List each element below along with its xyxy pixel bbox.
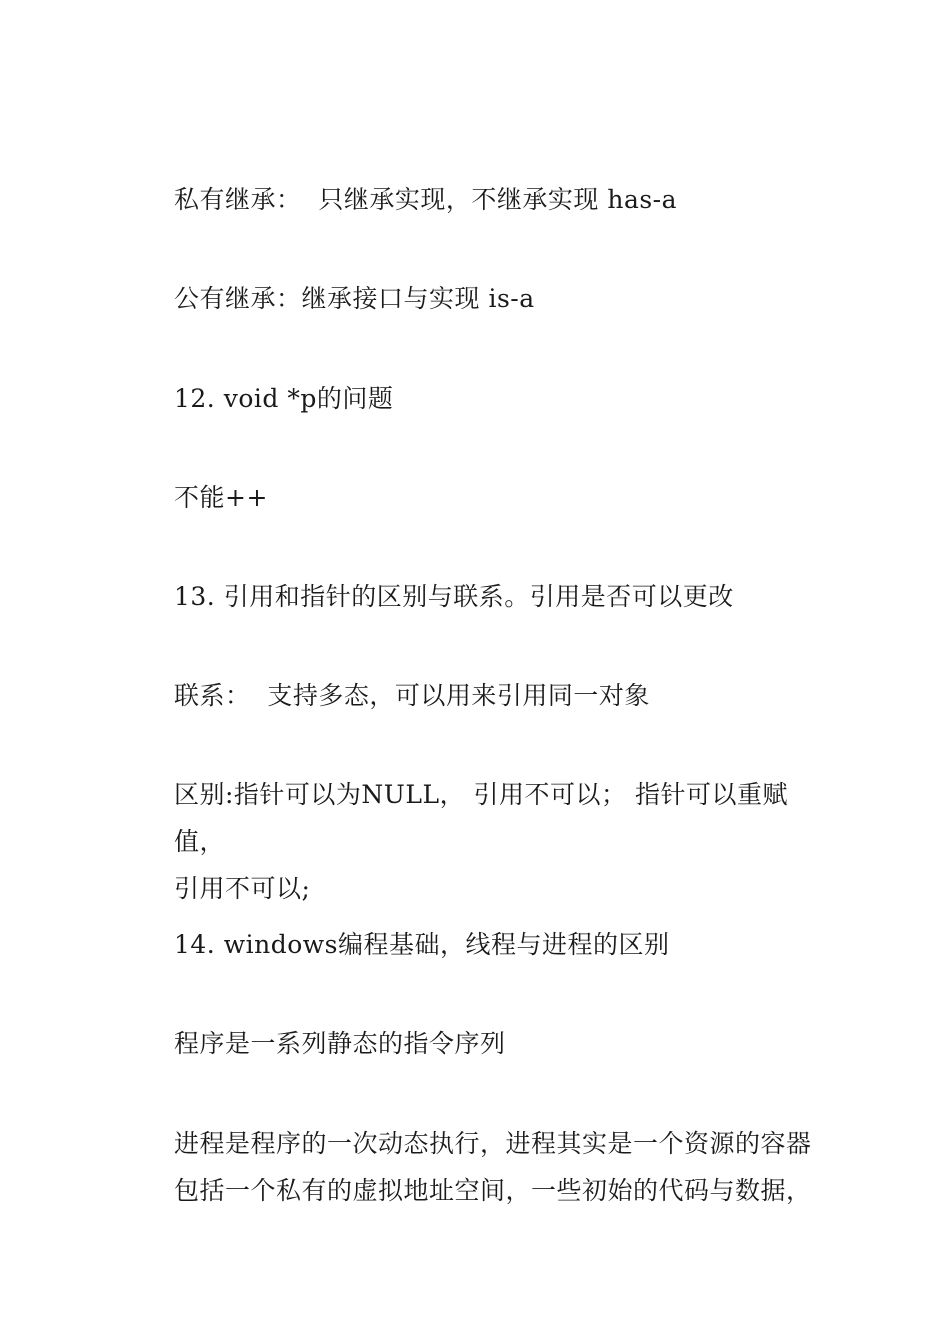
heading-question-14: 14. windows编程基础，线程与进程的区别 <box>174 930 670 959</box>
heading-question-12: 12. void *p的问题 <box>174 384 394 413</box>
paragraph-program-definition: 程序是一系列静态的指令序列 <box>174 1029 506 1058</box>
paragraph-process-definition: 进程是程序的一次动态执行，进程其实是一个资源的容器 包括一个私有的虚拟地址空间，一些初始的代码与数据， <box>174 1129 812 1205</box>
paragraph-answer-12: 不能++ <box>174 483 268 512</box>
paragraph-difference: 区别:指针可以为NULL， 引用不可以； 指针可以重赋值， 引用不可以; <box>174 780 788 903</box>
paragraph-private-inheritance: 私有继承： 只继承实现，不继承实现 has-a <box>174 185 678 214</box>
paragraph-public-inheritance: 公有继承：继承接口与实现 is-a <box>174 284 535 313</box>
paragraph-relation: 联系： 支持多态，可以用来引用同一对象 <box>174 681 650 710</box>
heading-question-13: 13. 引用和指针的区别与联系。引用是否可以更改 <box>174 582 734 611</box>
